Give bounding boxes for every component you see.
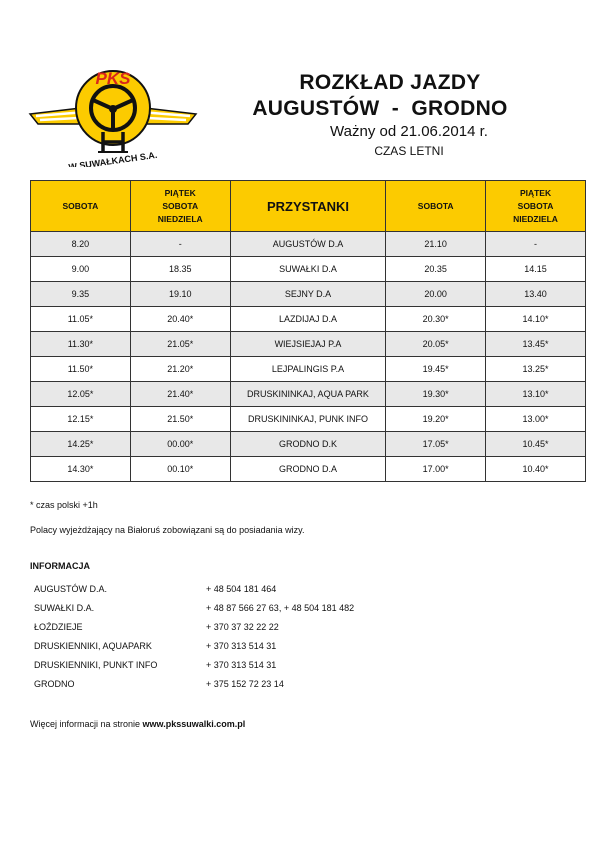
- col-header-label: SOBOTA: [517, 200, 554, 211]
- time-cell: 21.05*: [130, 332, 230, 357]
- col-header-label: PIĄTEK: [164, 187, 196, 198]
- time-cell: 13.10*: [486, 382, 586, 407]
- contact-phone: + 370 313 514 31: [206, 660, 277, 670]
- time-cell: 21.50*: [130, 407, 230, 432]
- time-cell: 11.50*: [31, 357, 131, 382]
- time-cell: 14.10*: [486, 307, 586, 332]
- col-header-label: SOBOTA: [417, 200, 454, 211]
- time-cell: 12.05*: [31, 382, 131, 407]
- time-cell: 17.00*: [386, 457, 486, 482]
- contact-row: [34, 582, 354, 601]
- table-row: [31, 407, 586, 432]
- col-header-label: SOBOTA: [162, 200, 199, 211]
- more-info: [30, 719, 245, 729]
- table-row: [31, 382, 586, 407]
- contact-row: [34, 639, 354, 658]
- col-header-weekend-out: [130, 181, 230, 232]
- valid-from: Ważny od 21.06.2014 r.: [330, 123, 488, 140]
- time-cell: 20.05*: [386, 332, 486, 357]
- time-cell: 20.30*: [386, 307, 486, 332]
- stop-name-cell: LAZDIJAJ D.A: [230, 307, 386, 332]
- time-cell: -: [130, 232, 230, 257]
- stop-name-cell: AUGUSTÓW D.A: [230, 232, 386, 257]
- stop-name-cell: DRUSKININKAJ, PUNK INFO: [230, 407, 386, 432]
- contact-phone: + 48 504 181 464: [206, 584, 277, 594]
- contact-place: GRODNO: [34, 679, 75, 689]
- contact-place: SUWAŁKI D.A.: [34, 603, 95, 613]
- col-header-weekend-back: [486, 181, 586, 232]
- time-cell: 21.20*: [130, 357, 230, 382]
- contact-phone: + 370 313 514 31: [206, 641, 277, 651]
- time-cell: 19.20*: [386, 407, 486, 432]
- time-cell: 20.40*: [130, 307, 230, 332]
- col-header-label: PIĄTEK: [519, 187, 552, 198]
- table-row: [31, 307, 586, 332]
- time-cell: 20.00: [386, 282, 486, 307]
- timetable-header-row: [31, 181, 586, 232]
- col-header-label: PRZYSTANKI: [266, 198, 350, 214]
- stop-name-cell: GRODNO D.K: [230, 432, 386, 457]
- contact-row: [34, 601, 354, 620]
- pks-logo: [28, 62, 198, 167]
- footnote: * czas polski +1h: [30, 500, 98, 510]
- contact-place: DRUSKIENNIKI, AQUAPARK: [34, 641, 152, 651]
- contact-place: DRUSKIENNIKI, PUNKT INFO: [34, 660, 158, 670]
- more-info-text: Więcej informacji na stronie: [30, 719, 143, 729]
- contact-phone: + 48 87 566 27 63, + 48 504 181 482: [206, 603, 355, 613]
- time-cell: 14.25*: [31, 432, 131, 457]
- time-cell: 00.00*: [130, 432, 230, 457]
- title-block: [240, 70, 560, 160]
- time-cell: 13.00*: [486, 407, 586, 432]
- time-cell: 17.05*: [386, 432, 486, 457]
- contact-row: [34, 658, 354, 677]
- table-row: [31, 282, 586, 307]
- time-cell: 19.10: [130, 282, 230, 307]
- contact-place: ŁOŹDZIEJE: [34, 622, 83, 632]
- table-row: [31, 357, 586, 382]
- time-cell: 10.45*: [486, 432, 586, 457]
- table-row: [31, 232, 586, 257]
- time-cell: 14.15: [486, 257, 586, 282]
- table-row: [31, 457, 586, 482]
- table-row: [31, 257, 586, 282]
- table-row: [31, 332, 586, 357]
- contact-phone: + 375 152 72 23 14: [206, 679, 284, 689]
- contact-row: [34, 620, 354, 639]
- table-row: [31, 432, 586, 457]
- timetable: [30, 180, 586, 482]
- time-cell: 14.30*: [31, 457, 131, 482]
- contact-list: [34, 582, 354, 696]
- info-heading: INFORMACJA: [30, 561, 90, 571]
- col-header-label: NIEDZIELA: [513, 213, 558, 224]
- time-cell: 18.35: [130, 257, 230, 282]
- time-cell: 19.30*: [386, 382, 486, 407]
- time-cell: 13.45*: [486, 332, 586, 357]
- time-cell: 21.10: [386, 232, 486, 257]
- logo-pks-text: PKS: [95, 69, 131, 88]
- stop-name-cell: DRUSKININKAJ, AQUA PARK: [230, 382, 386, 407]
- stop-name-cell: SUWAŁKI D.A: [230, 257, 386, 282]
- col-header-stops: [230, 181, 386, 232]
- time-cell: 11.05*: [31, 307, 131, 332]
- page-title: ROZKŁAD JAZDY: [299, 71, 481, 94]
- time-cell: 00.10*: [130, 457, 230, 482]
- time-cell: 13.25*: [486, 357, 586, 382]
- col-header-label: NIEDZIELA: [157, 213, 203, 224]
- website-link[interactable]: www.pkssuwalki.com.pl: [142, 719, 246, 729]
- time-cell: 12.15*: [31, 407, 131, 432]
- col-header-sobota-back: [386, 181, 486, 232]
- time-cell: 20.35: [386, 257, 486, 282]
- route-title: AUGUSTÓW - GRODNO: [252, 97, 508, 120]
- logo-company-text: W SUWAŁKACH S.A.: [67, 149, 158, 167]
- contact-row: [34, 677, 354, 696]
- time-cell: 19.45*: [386, 357, 486, 382]
- contact-phone: + 370 37 32 22 22: [206, 622, 279, 632]
- time-cell: 8.20: [31, 232, 131, 257]
- col-header-label: SOBOTA: [62, 200, 99, 211]
- season-label: CZAS LETNI: [374, 144, 444, 158]
- time-cell: 21.40*: [130, 382, 230, 407]
- visa-note: Polacy wyjeżdżający na Białoruś zobowiązani są do posiadania wizy.: [30, 525, 305, 535]
- stop-name-cell: WIEJSIEJAJ P.A: [230, 332, 386, 357]
- time-cell: 9.35: [31, 282, 131, 307]
- stop-name-cell: SEJNY D.A: [230, 282, 386, 307]
- stop-name-cell: LEJPALINGIS P.A: [230, 357, 386, 382]
- pks-emblem-icon: [28, 62, 198, 167]
- time-cell: 9.00: [31, 257, 131, 282]
- contact-place: AUGUSTÓW D.A.: [34, 584, 108, 594]
- time-cell: 11.30*: [31, 332, 131, 357]
- time-cell: 13.40: [486, 282, 586, 307]
- stop-name-cell: GRODNO D.A: [230, 457, 386, 482]
- time-cell: 10.40*: [486, 457, 586, 482]
- col-header-sobota-out: [31, 181, 131, 232]
- time-cell: -: [486, 232, 586, 257]
